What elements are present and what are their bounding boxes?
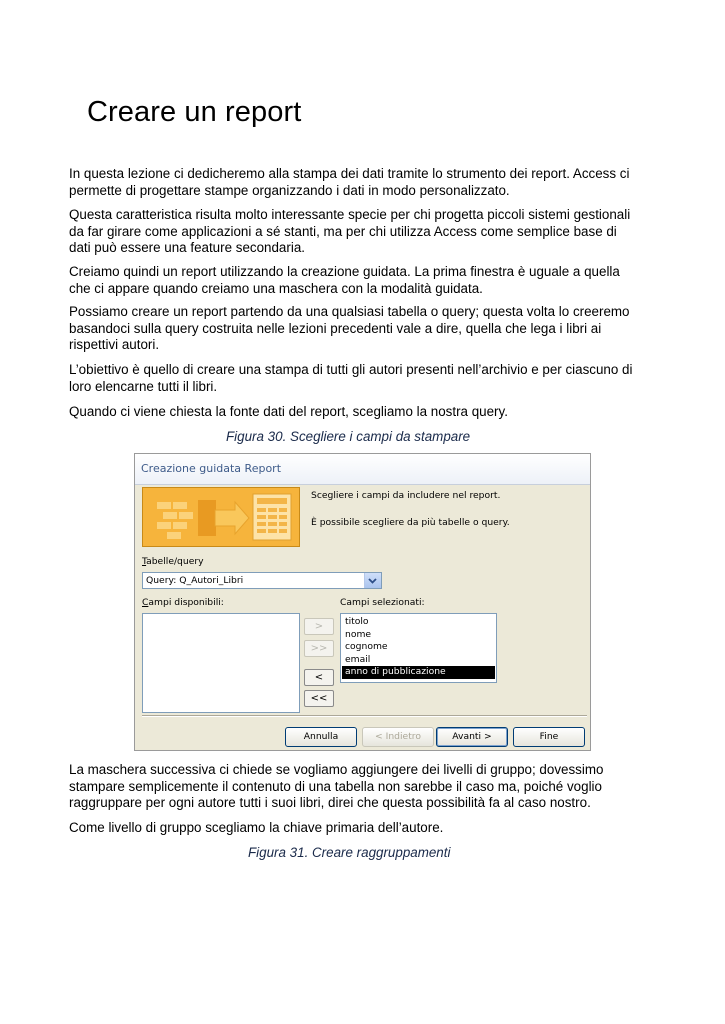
instruction-line-1: Scegliere i campi da includere nel report. xyxy=(311,490,501,501)
wizard-illustration-graphic xyxy=(143,488,299,546)
figure-30-caption: Figura 30. Scegliere i campi da stampare xyxy=(226,429,471,444)
list-item[interactable]: cognome xyxy=(345,641,388,652)
add-all-fields-button[interactable]: >> xyxy=(304,640,334,657)
divider xyxy=(142,715,587,717)
remove-field-button[interactable]: < xyxy=(304,669,334,686)
selected-fields-list[interactable] xyxy=(340,613,497,683)
paragraph-intro: In questa lezione ci dedicheremo alla stampa dei dati tramite lo strumento dei report. Access ci permette di progettare stampe organizzando i dati in modo personalizzato. xyxy=(69,166,630,198)
remove-all-fields-button[interactable]: << xyxy=(304,690,334,707)
selected-fields-label: Campi selezionati: xyxy=(340,597,425,608)
paragraph-group-level: Come livello di gruppo scegliamo la chiave primaria dell’autore. xyxy=(69,820,444,835)
dialog-title-bar xyxy=(135,454,590,485)
paragraph-objective: L’obiettivo è quello di creare una stampa di tutti gli autori presenti nell’archivio e per ciascuno di loro elencarne tutti il libri. xyxy=(69,362,633,394)
list-item-selected[interactable]: anno di pubblicazione xyxy=(342,666,495,679)
page-title: Creare un report xyxy=(87,96,302,128)
report-wizard-dialog xyxy=(134,453,591,751)
instruction-line-2: È possibile scegliere da più tabelle o query. xyxy=(311,517,510,528)
chevron-down-icon[interactable] xyxy=(364,573,381,588)
tables-query-label: Tabelle/query xyxy=(142,556,204,567)
available-fields-list[interactable] xyxy=(142,613,300,713)
paragraph-query: Possiamo creare un report partendo da una qualsiasi tabella o query; questa volta lo creeremo basandoci sulla query costruita nelle lezioni precedenti vale a dire, quella che lega i libri ai rispettivi autori. xyxy=(69,304,630,353)
tables-query-select[interactable] xyxy=(142,572,382,589)
paragraph-feature: Questa caratteristica risulta molto interessante specie per chi progetta piccoli sistemi gestionali da far girare come applicazioni a sé stanti, ma per chi utilizza Access come semplice base di dati può essere una feature secondaria. xyxy=(69,207,631,256)
paragraph-source: Quando ci viene chiesta la fonte dati del report, scegliamo la nostra query. xyxy=(69,404,508,419)
list-item[interactable]: nome xyxy=(345,628,372,640)
paragraph-grouping: La maschera successiva ci chiede se vogliamo aggiungere dei livelli di gruppo; dovessimo stampare semplicemente il contenuto di una tabella non sarebbe il caso ma, poiché voglio raggruppare per ogni autore tutti i suoi libri, direi che questa possibilità fa al caso nostro. xyxy=(69,762,604,811)
next-button[interactable]: Avanti > xyxy=(436,727,508,747)
list-item[interactable]: titolo xyxy=(345,616,369,627)
available-fields-label: Campi disponibili: xyxy=(142,597,224,608)
wizard-illustration-icon xyxy=(142,487,300,547)
paragraph-wizard: Creiamo quindi un report utilizzando la creazione guidata. La prima finestra è uguale a quella che ci appare quando creiamo una maschera con la modalità guidata. xyxy=(69,264,620,296)
cancel-button[interactable]: Annulla xyxy=(285,727,357,747)
dialog-title: Creazione guidata Report xyxy=(141,462,282,475)
list-item[interactable]: email xyxy=(345,653,371,665)
figure-31-caption: Figura 31. Creare raggruppamenti xyxy=(248,845,451,860)
add-field-button[interactable]: > xyxy=(304,618,334,635)
tables-query-value: Query: Q_Autori_Libri xyxy=(146,575,244,586)
finish-button[interactable]: Fine xyxy=(513,727,585,747)
back-button[interactable]: < Indietro xyxy=(362,727,434,747)
